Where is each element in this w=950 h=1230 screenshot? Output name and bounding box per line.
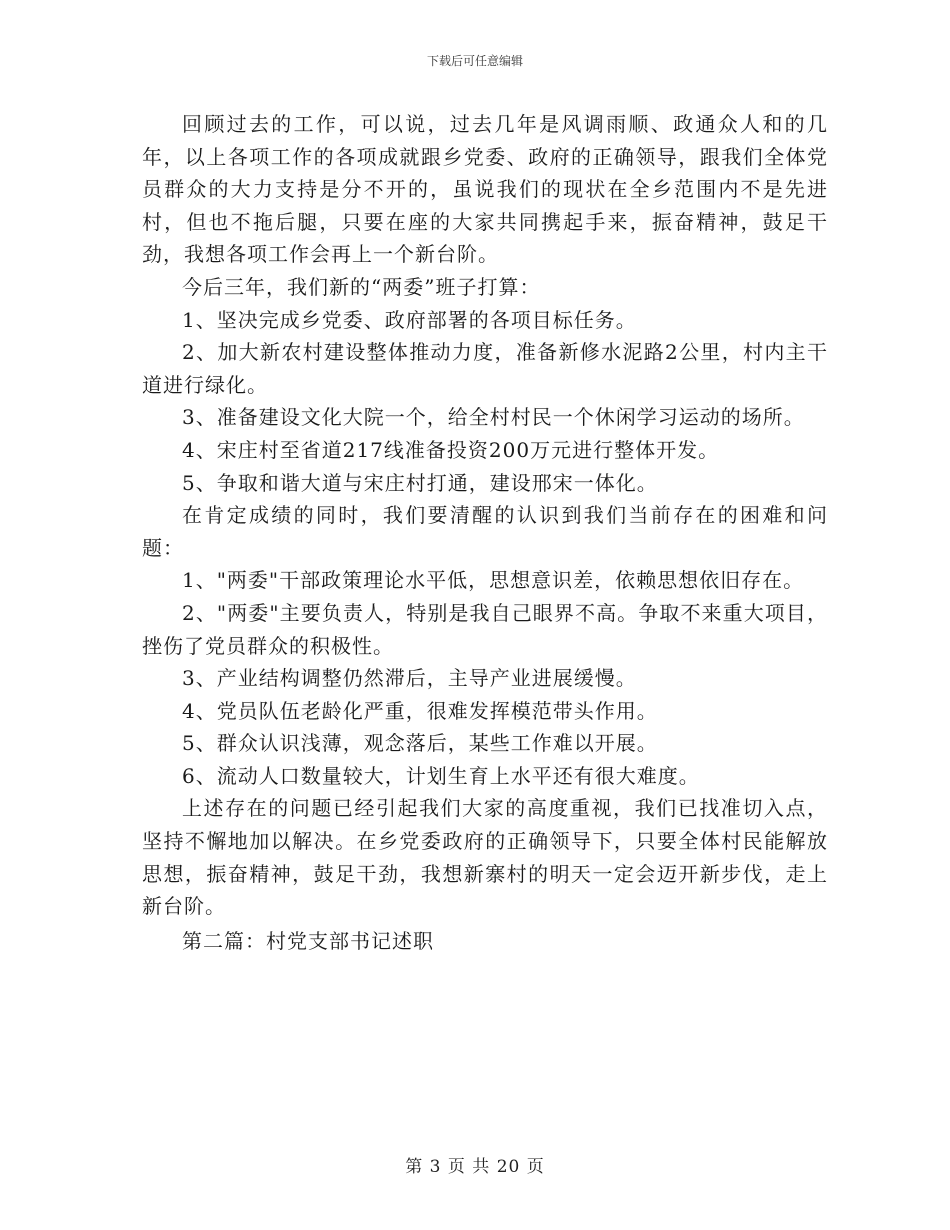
current-page-number: 3 (429, 1157, 442, 1177)
total-page-count: 20 (496, 1157, 521, 1177)
page-header: 下载后可任意编辑 (426, 54, 523, 68)
section-heading: 第二篇：村党支部书记述职 (182, 928, 434, 953)
list-item-problem-6: 6、流动人口数量较大，计划生育上水平还有很大难度。 (182, 763, 700, 788)
list-item-problem-3: 3、产业结构调整仍然滞后，主导产业进展缓慢。 (182, 666, 637, 691)
page-footer (0, 1152, 950, 1177)
paragraph-plan-intro: 今后三年，我们新的“两委”班子打算： (182, 274, 541, 299)
list-item-problem-1: 1、"两委"干部政策理论水平低，思想意识差，依赖思想依旧存在。 (182, 568, 805, 593)
list-item-problem-2: 2、"两委"主要负责人，特别是我自己眼界不高。争取不来重大项目，挫伤了党员群众的积极性。 (142, 600, 828, 658)
paragraph-conclusion: 上述存在的问题已经引起我们大家的高度重视，我们已找准切入点，坚持不懈地加以解决。在乡党委政府的正确领导下，只要全体村民能解放思想，振奋精神，鼓足干劲，我想新寨村的明天一定会迈开新步伐，走上新台阶。 (142, 796, 828, 919)
list-item-plan-2: 2、加大新农村建设整体推动力度，准备新修水泥路2公里，村内主干道进行绿化。 (142, 340, 828, 397)
footer-label-mid: 页 共 (447, 1157, 491, 1177)
footer-label-end: 页 (526, 1157, 545, 1177)
list-item-plan-1: 1、坚决完成乡党委、政府部署的各项目标任务。 (182, 307, 637, 332)
list-item-problem-4: 4、党员队伍老龄化严重，很难发挥模范带头作用。 (182, 698, 658, 723)
list-item-plan-3: 3、准备建设文化大院一个，给全村村民一个休闲学习运动的场所。 (182, 405, 805, 430)
list-item-plan-4: 4、宋庄村至省道217线准备投资200万元进行整体开发。 (182, 437, 720, 462)
list-item-problem-5: 5、群众认识浅薄，观念落后，某些工作难以开展。 (182, 731, 658, 756)
list-item-plan-5: 5、争取和谐大道与宋庄村打通，建设邢宋一体化。 (182, 470, 658, 495)
paragraph-problems-intro: 在肯定成绩的同时，我们要清醒的认识到我们当前存在的困难和问题： (142, 503, 828, 560)
paragraph-review: 回顾过去的工作，可以说，过去几年是风调雨顺、政通众人和的几年，以上各项工作的各项成就跟乡党委、政府的正确领导，跟我们全体党员群众的大力支持是分不开的，虽说我们的现状在全乡范围内不是先进村，但也不拖后腿，只要在座的大家共同携起手来，振奋精神，鼓足干劲，我想各项工作会再上一个新台阶。 (142, 112, 828, 267)
document-body (142, 108, 828, 957)
footer-label-page: 第 (405, 1157, 424, 1177)
